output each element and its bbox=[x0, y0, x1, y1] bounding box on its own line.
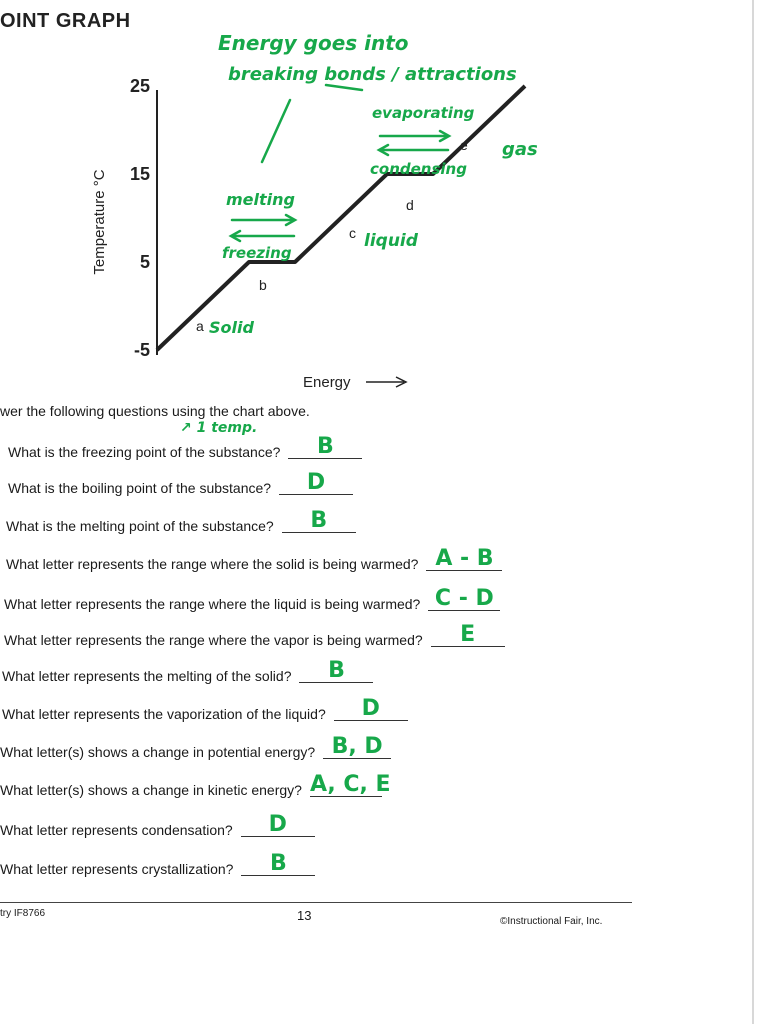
answer-blank[interactable]: D bbox=[279, 472, 353, 495]
question-item bbox=[0, 772, 391, 801]
x-axis-arrow-icon bbox=[366, 377, 406, 387]
answer-blank[interactable]: C - D bbox=[428, 588, 500, 611]
question-item bbox=[0, 734, 391, 763]
question-item bbox=[6, 508, 356, 537]
question-text: What letter(s) shows a change in kinetic energy? bbox=[0, 782, 302, 798]
note-underline bbox=[326, 85, 362, 90]
y-tick-label: 15 bbox=[129, 164, 150, 184]
answer-blank[interactable]: A - B bbox=[426, 548, 502, 571]
point-note: ↗ 1 temp. bbox=[180, 420, 258, 436]
question-text: What letter represents condensation? bbox=[0, 822, 233, 838]
question-item bbox=[2, 658, 373, 687]
question-text: What letter represents crystallization? bbox=[0, 861, 234, 877]
question-item bbox=[4, 622, 505, 651]
evaporating-arrow-icon bbox=[380, 131, 449, 141]
y-tick-label: 25 bbox=[129, 76, 150, 96]
heating-curve-chart bbox=[0, 0, 768, 400]
question-item bbox=[4, 586, 500, 615]
question-text: What is the boiling point of the substance? bbox=[8, 480, 272, 496]
note-pointer-line bbox=[262, 100, 290, 162]
answer-blank[interactable]: E bbox=[431, 624, 505, 647]
segment-label-c: c bbox=[349, 225, 356, 241]
note-solid: Solid bbox=[209, 318, 254, 337]
answer-blank[interactable]: D bbox=[334, 698, 408, 721]
question-text: What letter represents the range where the liquid is being warmed? bbox=[4, 596, 421, 612]
question-text: What is the melting point of the substance? bbox=[6, 518, 274, 534]
note-melting: melting bbox=[226, 190, 295, 209]
segment-label-d: d bbox=[406, 197, 414, 213]
answer-blank[interactable]: A, C, E bbox=[309, 772, 391, 797]
note-freezing: freezing bbox=[222, 244, 292, 262]
question-item bbox=[8, 434, 362, 463]
footer-copyright: ©Instructional Fair, Inc. bbox=[500, 916, 603, 927]
instructions: wer the following questions using the chart above. bbox=[0, 403, 310, 419]
question-text: What is the freezing point of the substance? bbox=[8, 444, 281, 460]
question-item bbox=[8, 470, 353, 499]
note-breaking-bonds: breaking bonds / attractions bbox=[228, 64, 517, 85]
heating-curve-line bbox=[157, 86, 525, 350]
note-condensing: condensing bbox=[370, 160, 467, 178]
answer-blank[interactable]: B bbox=[241, 853, 315, 876]
note-liquid: liquid bbox=[364, 231, 418, 251]
note-evaporating: evaporating bbox=[372, 104, 475, 122]
answer-blank[interactable]: B bbox=[299, 660, 373, 683]
question-item bbox=[2, 696, 408, 725]
note-energy-goes-into: Energy goes into bbox=[218, 31, 409, 55]
condensing-arrow-icon bbox=[379, 145, 448, 155]
footer-divider bbox=[0, 902, 632, 903]
page-number: 13 bbox=[297, 908, 312, 923]
x-axis-label: Energy bbox=[303, 374, 351, 391]
y-tick-label: -5 bbox=[133, 340, 150, 360]
question-text: What letter represents the range where the solid is being warmed? bbox=[6, 556, 419, 572]
question-text: What letter(s) shows a change in potential energy? bbox=[0, 744, 316, 760]
page-title: OINT GRAPH bbox=[0, 10, 131, 32]
answer-blank[interactable]: B bbox=[282, 510, 356, 533]
y-tick-label: 5 bbox=[139, 252, 150, 272]
question-text: What letter represents the range where the vapor is being warmed? bbox=[4, 632, 423, 648]
question-item bbox=[0, 812, 315, 841]
note-gas: gas bbox=[502, 139, 538, 160]
question-item bbox=[6, 546, 502, 575]
segment-label-b: b bbox=[259, 277, 267, 293]
segment-label-e: e bbox=[460, 137, 468, 153]
footer-code: try IF8766 bbox=[0, 908, 46, 919]
melting-arrow-icon bbox=[232, 215, 295, 225]
question-text: What letter represents the vaporization of the liquid? bbox=[2, 706, 326, 722]
question-item bbox=[0, 851, 315, 880]
question-text: What letter represents the melting of the solid? bbox=[2, 668, 292, 684]
freezing-arrow-icon bbox=[231, 231, 294, 241]
y-axis-label: Temperature °C bbox=[91, 169, 108, 275]
answer-blank[interactable]: B, D bbox=[323, 736, 391, 759]
answer-blank[interactable]: B bbox=[288, 436, 362, 459]
segment-label-a: a bbox=[196, 318, 204, 334]
answer-blank[interactable]: D bbox=[241, 814, 315, 837]
